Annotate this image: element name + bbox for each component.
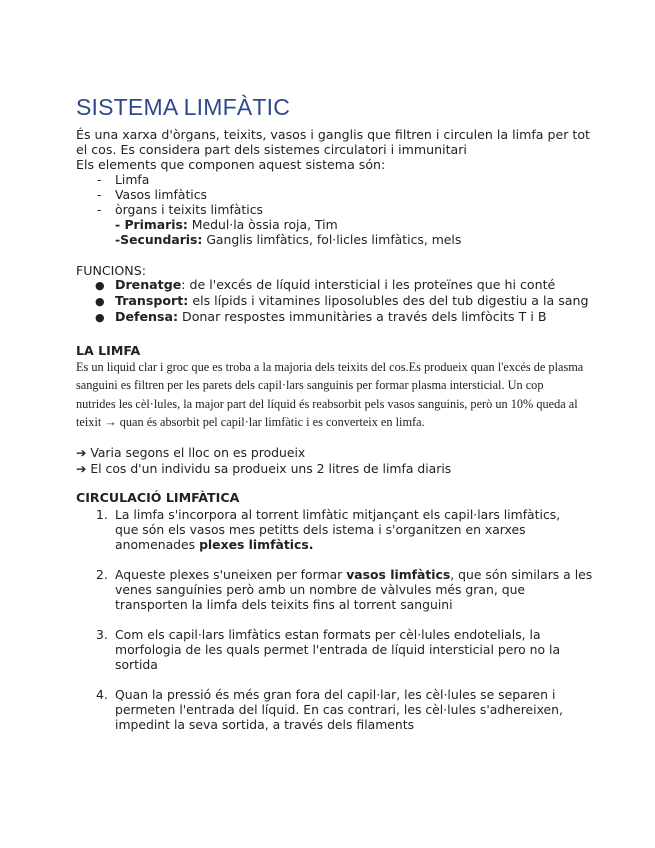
item-line (115, 537, 560, 552)
item-bold-text: plexes limfàtics. (199, 537, 314, 552)
funcio-label: Transport: (115, 293, 189, 308)
sub-item-secundaris (97, 232, 461, 247)
list-item (95, 277, 588, 293)
limfa-line: Es un liquid clar i groc que es troba a la majoria dels teixits del cos.Es produeix quan l'excés de plasma (76, 360, 584, 374)
primaris-text: Medul·la òssia roja, Tim (187, 217, 338, 232)
item-line: venes sanguínies però amb un nombre de vàlvules més gran, que (115, 582, 526, 597)
circulacio-heading: CIRCULACIÓ LIMFÀTICA (76, 490, 240, 505)
limfa-line: teixit → quan és absorbit pel capil·lar limfàtic i es converteix en limfa. (76, 415, 425, 430)
intro-line: És una xarxa d'òrgans, teixits, vasos i ganglis que filtren i circulen la limfa per tot (76, 127, 591, 142)
item-body (115, 687, 563, 732)
funcions-heading: FUNCIONS: (76, 263, 146, 278)
funcio-label: Defensa: (115, 309, 179, 324)
intro-line: el cos. Es considera part dels sistemes circulatori i immunitari (76, 142, 467, 157)
item-body (115, 567, 592, 612)
item-number: 1. (96, 507, 108, 522)
funcio-text: Donar respostes immunitàries a través dels limfòcits T i B (178, 309, 547, 324)
item-line: permeten l'entrada del líquid. En cas contrari, les cèl·lules s'adhereixen, (115, 702, 563, 717)
item-text: , que són similars a les (450, 567, 593, 582)
intro-paragraph (76, 127, 590, 172)
item-line: sortida (115, 657, 158, 672)
primaris-label: - Primaris: (115, 217, 188, 232)
limfa-heading: LA LIMFA (76, 343, 141, 358)
list-item (95, 309, 588, 325)
item-text: anomenades (115, 537, 200, 552)
list-item (95, 293, 588, 309)
list-item-text: Vasos limfàtics (115, 187, 208, 202)
item-line: que són els vasos mes petitts dels istema i s'organitzen en xarxes (115, 522, 526, 537)
limfa-paragraph (76, 358, 584, 432)
item-number: 4. (96, 687, 108, 702)
list-item: - Limfa (97, 172, 150, 187)
bullet-icon: ● (95, 295, 105, 308)
elements-list (97, 172, 461, 247)
list-item: - Vasos limfàtics (97, 187, 208, 202)
funcio-text: : de l'excés de líquid intersticial i les proteïnes que hi conté (181, 277, 556, 292)
item-number: 3. (96, 627, 108, 642)
funcio-label: Drenatge (115, 277, 182, 292)
secundaris-text: Ganglis limfàtics, fol·licles limfàtics, mels (202, 232, 462, 247)
item-bold-text: vasos limfàtics (346, 567, 451, 582)
item-line: morfologia de les quals permet l'entrada de líquid intersticial pero no la (115, 642, 561, 657)
list-item: - òrgans i teixits limfàtics (97, 202, 263, 217)
sub-item-primaris (97, 217, 461, 232)
limfa-notes (76, 445, 451, 477)
item-body (115, 627, 560, 672)
funcions-list (95, 277, 588, 325)
list-item-text: òrgans i teixits limfàtics (115, 202, 263, 217)
item-body (115, 507, 560, 552)
item-line: Com els capil·lars limfàtics estan formats per cèl·lules endotelials, la (115, 627, 541, 642)
note-item: ➔ El cos d'un individu sa produeix uns 2 litres de limfa diaris (76, 461, 452, 476)
item-line: Quan la pressió és més gran fora del capil·lar, les cèl·lules se separen i (115, 687, 556, 702)
funcio-text: els lípids i vitamines liposolubles des del tub digestiu a la sang (188, 293, 589, 308)
item-number: 2. (96, 567, 108, 582)
item-line: La limfa s'incorpora al torrent limfàtic mitjançant els capil·lars limfàtics, (115, 507, 561, 522)
item-line: transporten la limfa dels teixits fins al torrent sanguini (115, 597, 453, 612)
item-line: impedint la seva sortida, a través dels filaments (115, 717, 415, 732)
limfa-line: nutrides les cèl·lules, la major part del líquid és reabsorbit pels vasos sanguinis, però un 10% queda al (76, 396, 578, 411)
item-text: Aqueste plexes s'uneixen per formar (115, 567, 347, 582)
list-item-text: Limfa (115, 172, 150, 187)
bullet-icon: ● (95, 279, 105, 292)
bullet-icon: ● (95, 311, 105, 324)
intro-line: Els elements que componen aquest sistema són: (76, 157, 386, 172)
secundaris-label: -Secundaris: (115, 232, 203, 247)
limfa-line: sanguini es filtren per les parets dels capil·lars sanguinis per formar plasma intersticial. Un cop (76, 378, 544, 393)
note-item: ➔ Varia segons el lloc on es produeix (76, 445, 306, 460)
item-line (115, 567, 592, 582)
page-title: SISTEMA LIMFÀTIC (76, 94, 291, 120)
